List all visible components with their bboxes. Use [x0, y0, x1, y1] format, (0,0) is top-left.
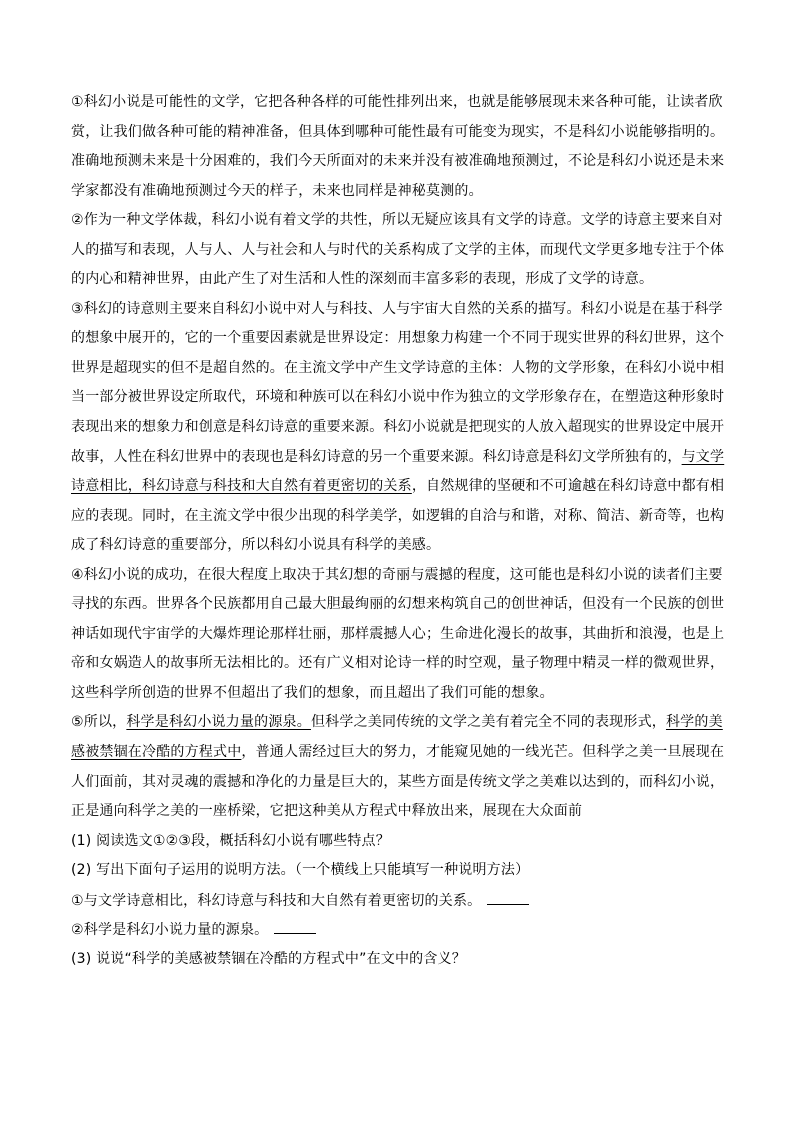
question-2-item-1-text: ①与文学诗意相比，科幻诗意与科技和大自然有着更密切的关系。 [71, 892, 482, 909]
passage-text: ，普通人需经过巨大的努力，才能窥见她的一线光芒。但科学之美一旦展现在 [241, 744, 725, 761]
passage-line [71, 712, 729, 732]
passage-line [71, 122, 729, 142]
passage-text: 人的描写和表现，人与人、人与社会和人与时代的关系构成了文学的主体，而现代文学更多地专注于个体 [71, 241, 725, 258]
passage-line [71, 594, 729, 614]
passage-text: 人们面前，其对灵魂的震撼和净化的力量是巨大的，某些方面是传统文学之美难以达到的，而科幻小说， [71, 773, 725, 790]
passage-text: 这些科学所创造的世界不但超出了我们的想象，而且超出了我们可能的想象。 [71, 684, 554, 701]
underlined-sentence: 诗意相比，科幻诗意与科技和大自然有着更密切的关系 [71, 478, 412, 495]
question-2: (2) 写出下面句子运用的说明方法。（一个横线上只能填写一种说明方法） [71, 862, 530, 879]
question-3: (3) 说说“科学的美感被禁锢在冷酷的方程式中”在文中的含义？ [71, 950, 466, 967]
passage-line [71, 92, 729, 112]
passage-line [71, 210, 729, 230]
passage-line [71, 801, 729, 821]
passage-text: ①科幻小说是可能性的文学，它把各种各样的可能性排列出来，也就是能够展现未来各种可能，让读者欣 [71, 94, 723, 110]
underlined-sentence: 感被禁锢在冷酷的方程式中 [71, 744, 242, 761]
passage-text: 神话如现代宇宙学的大爆炸理论那样壮丽，那样震撼人心；生命进化漫长的故事，其曲折和浪漫，也是上 [71, 625, 725, 642]
passage-line [71, 476, 729, 496]
passage-text: ②作为一种文学体裁，科幻小说有着文学的共性，所以无疑应该具有文学的诗意。文学的诗意主要来自对 [71, 212, 723, 229]
passage-line [71, 447, 729, 467]
passage-text: 世界是超现实的但不是超自然的。在主流文学中产生文学诗意的主体：人物的文学形象，在科幻小说中相 [71, 359, 725, 376]
passage-line [71, 742, 729, 762]
passage-line [71, 565, 729, 585]
passage-text: 成了科幻诗意的重要部分，所以科幻小说具有科学的美感。 [71, 537, 441, 554]
passage-text: 的内心和精神世界，由此产生了对生活和人性的深刻而丰富多彩的表现，形成了文学的诗意。 [71, 271, 654, 288]
passage-line [71, 683, 729, 703]
passage-line [71, 417, 729, 437]
underlined-sentence: 科学的美 [665, 714, 723, 731]
question-2-item-2 [71, 919, 729, 939]
reading-passage [71, 92, 729, 821]
passage-line [71, 653, 729, 673]
passage-text: ，自然规律的坚硬和不可逾越在科幻诗意中都有相 [411, 478, 725, 495]
passage-text: 寻找的东西。世界各个民族都用自己最大胆最绚丽的幻想来构筑自己的创世神话，但没有一个民族的创世 [71, 596, 725, 613]
passage-line [71, 328, 729, 348]
passage-text: 准确地预测未来是十分困难的，我们今天所面对的未来并没有被准确地预测过，不论是科幻小说还是未来 [71, 153, 725, 170]
passage-line [71, 624, 729, 644]
passage-text: ④科幻小说的成功，在很大程度上取决于其幻想的奇丽与震撼的程度，这可能也是科幻小说的读者们主要 [71, 566, 723, 583]
passage-text: 当一部分被世界设定所取代，环境和种族可以在科幻小说中作为独立的文学形象存在，在塑造这种形象时 [71, 389, 725, 406]
passage-line [71, 387, 729, 407]
underlined-sentence: 科学是科幻小说力量的源泉。 [126, 714, 311, 731]
passage-text: 故事，人性在科幻世界中的表现也是科幻诗意的另一个重要来源。科幻诗意是科幻文学所独有的， [71, 448, 682, 465]
underlined-sentence: 与文学 [681, 448, 725, 465]
passage-line [71, 358, 729, 378]
passage-line [71, 269, 729, 289]
passage-line [71, 151, 729, 171]
passage-text: 赏，让我们做各种可能的精神准备，但具体到哪种可能性最有可能变为现实，不是科幻小说能够指明的。 [71, 123, 725, 140]
answer-blank-1[interactable] [487, 890, 529, 905]
passage-text: 表现出来的想象力和创意是科幻诗意的重要来源。科幻小说就是把现实的人放入超现实的世界设定中展开 [71, 419, 725, 436]
passage-text: 的想象中展开的，它的一个重要因素就是世界设定：用想象力构建一个不同于现实世界的科幻世界，这个 [71, 330, 725, 347]
answer-blank-2[interactable] [274, 919, 316, 934]
question-1: (1) 阅读选文①②③段，概括科幻小说有哪些特点？ [71, 832, 390, 849]
passage-text: 应的表现。同时，在主流文学中很少出现的科学美学，如逻辑的自洽与和谐，对称、简洁、新奇等，也构 [71, 507, 725, 524]
passage-line [71, 299, 729, 319]
passage-text: 学家都没有准确地预测过今天的样子，未来也同样是神秘莫测的。 [71, 182, 483, 199]
passage-text: 帝和女娲造人的故事所无法相比的。还有广义相对论诗一样的时空观，量子物理中精灵一样的微观世界， [71, 655, 725, 672]
question-2-item-1 [71, 890, 729, 910]
passage-line [71, 181, 729, 201]
passage-line [71, 772, 729, 792]
passage-line [71, 506, 729, 526]
passage-line [71, 535, 729, 555]
passage-text: 正是通向科学之美的一座桥梁，它把这种美从方程式中释放出来，展现在大众面前 [71, 803, 583, 820]
passage-line [71, 240, 729, 260]
document-page [71, 92, 729, 978]
questions-section [71, 831, 729, 969]
passage-text: ⑤所以， [71, 714, 127, 731]
question-2-item-2-text: ②科学是科幻小说力量的源泉。 [71, 922, 269, 939]
passage-text: ③科幻的诗意则主要来自科幻小说中对人与科技、人与宇宙大自然的关系的描写。科幻小说是在基于科学 [71, 300, 723, 317]
passage-text: 但科学之美同传统的文学之美有着完全不同的表现形式， [310, 714, 666, 731]
